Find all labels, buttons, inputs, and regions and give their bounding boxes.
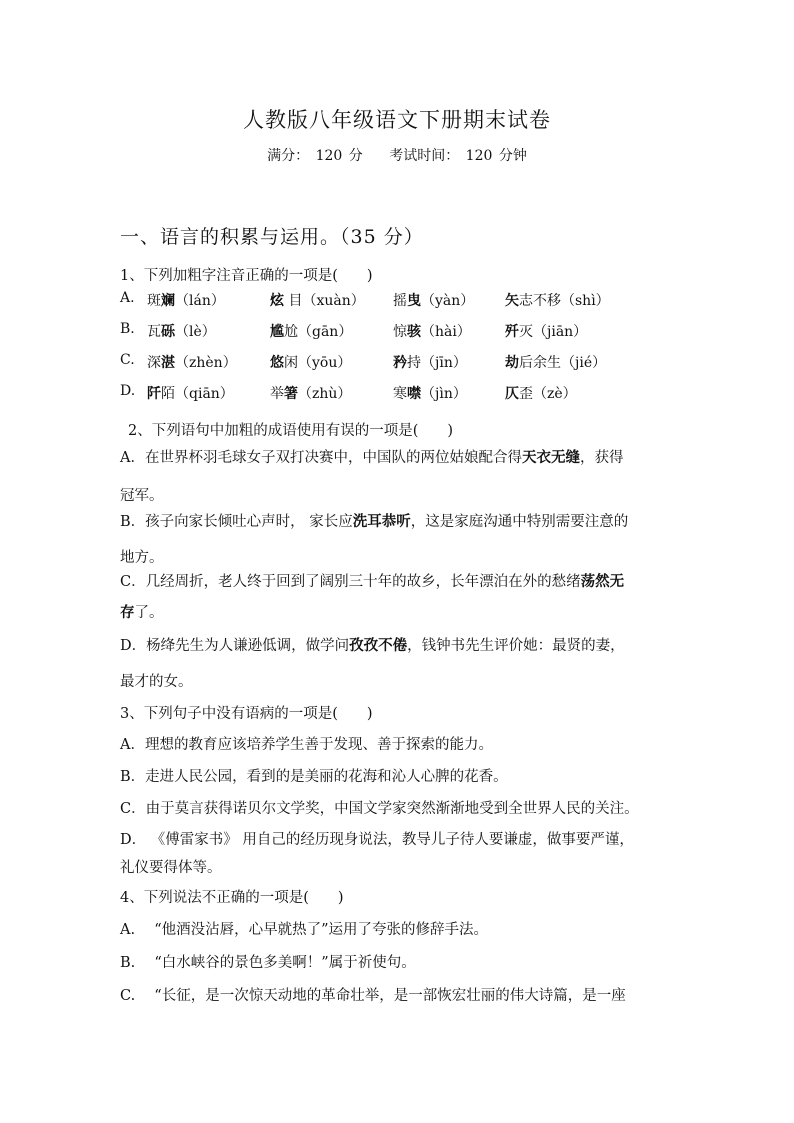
pinyin: （yàn） [421,293,475,309]
bold-idiom: 存 [120,604,135,621]
question-2-option-b [120,510,628,531]
bold-idiom: 孜孜不倦 [349,637,408,654]
question-3-option-b: B．走进人民公园，看到的是美丽的花海和沁人心脾的花香。 [120,769,508,785]
option-word [147,290,225,310]
option-word [505,352,606,372]
option-word [505,383,577,403]
option-text: ，获得 [579,450,624,466]
question-1-stem: 1、下列加粗字注音正确的一项是( ) [120,268,373,284]
bold-character: 悠 [270,355,284,371]
pinyin: （lán） [175,293,225,309]
bold-character: 湛 [161,355,175,371]
word-part: 举 [270,386,284,402]
option-text: ，这是家庭沟通中特别需要注意的 [410,514,629,530]
option-word [270,321,352,341]
pinyin: （hài） [421,324,471,340]
question-2-option-c-cont [120,601,164,622]
option-word [393,352,467,372]
bold-character: 曳 [407,293,421,309]
question-2-option-d-cont: 最才的女。 [120,674,193,690]
pinyin: 闲（yōu） [284,355,352,371]
option-word [270,352,351,372]
question-2-stem: 2、下列语句中加粗的成语使用有误的一项是( ) [128,423,454,439]
option-text: ，钱钟书先生评价她：最贤的妻， [407,638,625,654]
pinyin: （lè） [175,324,216,340]
option-letter: D. [120,383,136,399]
option-word [505,321,587,341]
pinyin: 歪（zè） [519,386,577,402]
bold-character: 尴 [270,324,284,340]
pinyin: （zhù） [298,386,352,402]
pinyin: 持（jīn） [407,355,467,371]
word-part: 摇 [393,293,407,309]
pinyin: 志不移（shì） [519,293,610,309]
bold-character: 斓 [161,293,175,309]
bold-character: 箸 [284,386,298,402]
option-word [147,383,234,403]
option-word [393,383,467,403]
option-text: C．几经周折，老人终于回到了阔别三十年的故乡，长年漂泊在外的愁绪 [120,574,581,590]
question-3-option-a: A．理想的教育应该培养学生善于发现、善于探索的能力。 [120,737,493,753]
option-letter: C. [120,352,135,368]
option-word [393,321,471,341]
pinyin: 后余生（jié） [519,355,607,371]
option-word [270,383,351,403]
question-2-option-a [120,446,623,467]
pinyin: 尬（gān） [284,324,353,340]
option-word [270,290,365,310]
option-word [147,321,216,341]
bold-character: 噤 [407,386,421,402]
option-text: B．孩子向家长倾吐心声时， 家长应 [120,514,353,530]
question-2-option-a-cont: 冠军。 [120,488,164,504]
bold-idiom: 天衣无缝 [521,449,580,466]
option-text: 了。 [134,605,164,621]
pinyin: 灭（jiān） [519,324,588,340]
word-part: 寒 [393,386,407,402]
option-letter: A. [120,290,135,306]
bold-character: 阡 [147,386,161,402]
option-word [147,352,237,372]
question-3-option-d-cont: 礼仪要得体等。 [120,860,222,876]
question-4-option-a: A. “他酒没沾唇，心早就热了”运用了夸张的修辞手法。 [120,922,489,938]
question-2-option-c [120,570,624,591]
question-3-option-c: C．由于莫言获得诺贝尔文学奖，中国文学家突然渐渐地受到全世界人民的关注。 [120,801,639,817]
question-4-option-b: B. “白水峡谷的景色多美啊！”属于祈使句。 [120,955,416,971]
question-3-stem: 3、下列句子中没有语病的一项是( ) [120,706,373,722]
bold-character: 仄 [505,386,519,402]
pinyin: （jìn） [421,386,467,402]
bold-character: 骇 [407,324,421,340]
bold-character: 矢 [505,293,519,309]
word-part: 斑 [147,293,161,309]
question-4-option-c: C. “长征，是一次惊天动地的革命壮举，是一部恢宏壮丽的伟大诗篇，是一座 [120,988,626,1004]
exam-time: 考试时间： 120 分钟 [389,148,527,164]
word-part: 深 [147,355,161,371]
exam-info [0,145,794,165]
bold-character: 炫 [270,293,284,309]
bold-character: 劫 [505,355,519,371]
section-heading: 一、语言的积累与运用。（35 分） [120,226,424,248]
page-title: 人教版八年级语文下册期末试卷 [243,108,551,132]
question-2-option-b-cont: 地方。 [120,550,164,566]
bold-character: 矜 [393,355,407,371]
question-3-option-d: D． 《傅雷家书》 用自己的经历现身说法，教导儿子待人要谦虚，做事要严谨， [120,832,634,848]
pinyin: 目（xuàn） [284,293,365,309]
bold-character: 砾 [161,324,175,340]
full-score: 满分： 120 分 [267,148,363,164]
pinyin: 陌（qiān） [161,386,234,402]
bold-idiom: 洗耳恭听 [352,513,411,530]
option-letter: B. [120,321,135,337]
word-part: 惊 [393,324,407,340]
option-text: A．在世界杯羽毛球女子双打决赛中，中国队的两位姑娘配合得 [120,450,522,466]
pinyin: （zhèn） [175,355,237,371]
question-4-stem: 4、下列说法不正确的一项是( ) [120,890,344,906]
option-text: D．杨绛先生为人谦逊低调，做学问 [120,638,350,654]
option-word [393,290,474,310]
question-2-option-d [120,634,625,655]
option-word [505,290,610,310]
bold-character: 歼 [505,324,519,340]
bold-idiom: 荡然无 [580,573,625,590]
word-part: 瓦 [147,324,161,340]
